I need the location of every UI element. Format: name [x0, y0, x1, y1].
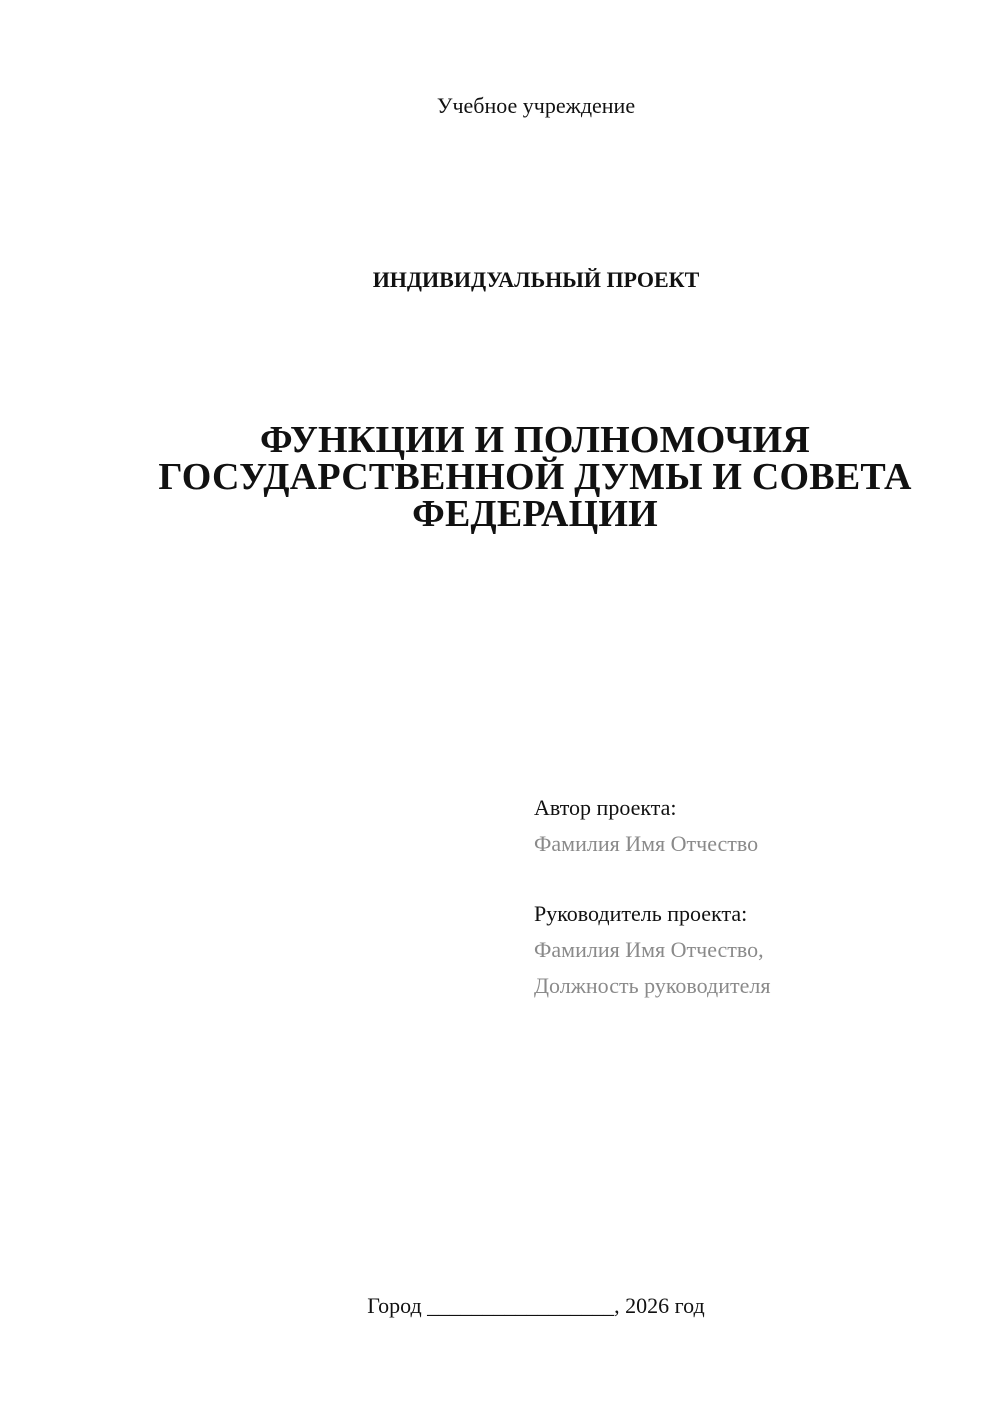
supervisor-position-placeholder: Должность руководителя — [534, 973, 771, 998]
project-title-line-2: ГОСУДАРСТВЕННОЙ ДУМЫ И СОВЕТА — [158, 456, 912, 498]
author-name-placeholder: Фамилия Имя Отчество — [534, 831, 759, 856]
city-year-line: Город _________________, 2026 год — [367, 1293, 705, 1318]
project-title — [100, 419, 970, 535]
credits-spacer — [534, 862, 974, 896]
supervisor-name-placeholder: Фамилия Имя Отчество, — [534, 937, 764, 962]
supervisor-label: Руководитель проекта: — [534, 901, 748, 926]
author-label: Автор проекта: — [534, 795, 677, 820]
project-title-line-3: ФЕДЕРАЦИИ — [412, 493, 658, 535]
institution-name: Учебное учреждение — [436, 93, 636, 118]
project-credits — [534, 790, 974, 1004]
project-type-heading: ИНДИВИДУАЛЬНЫЙ ПРОЕКТ — [372, 267, 700, 292]
project-title-line-1: ФУНКЦИИ И ПОЛНОМОЧИЯ — [260, 419, 810, 461]
